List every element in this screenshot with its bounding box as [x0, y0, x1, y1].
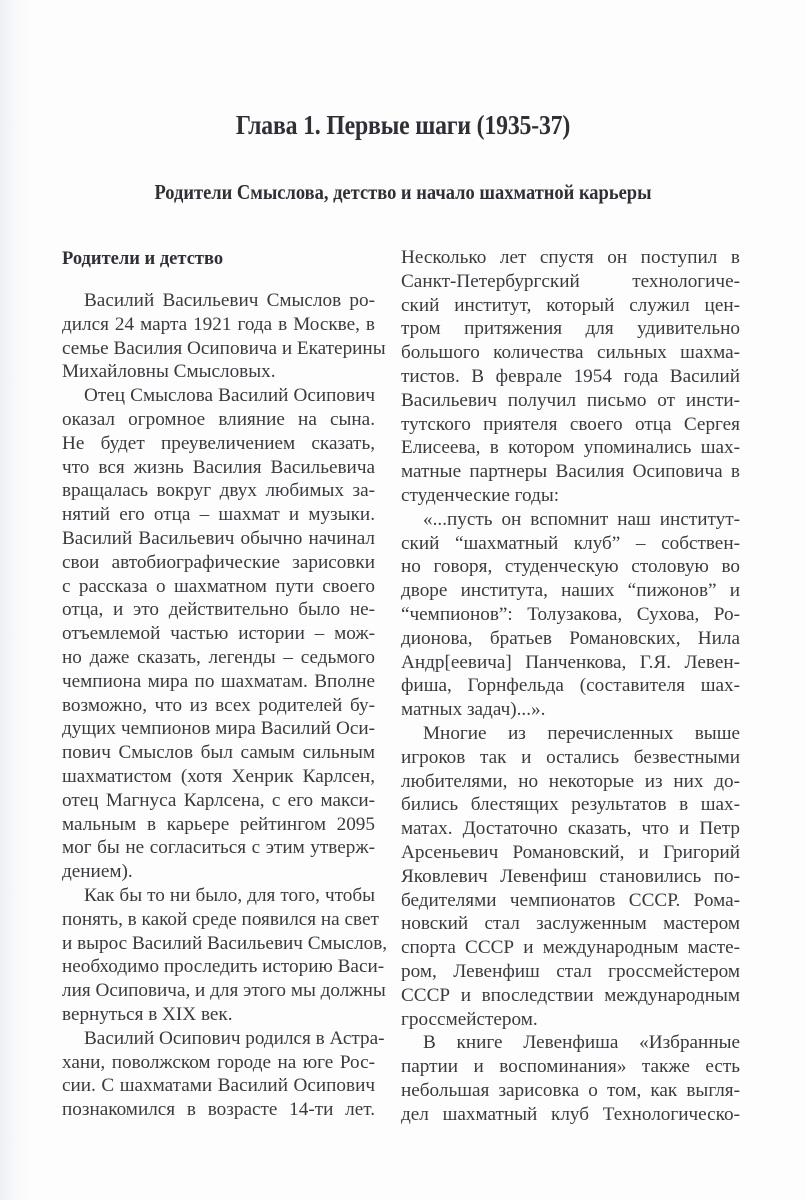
text-line: спорта СССР и международным масте-: [401, 937, 740, 959]
text-line: оказал огромное влияние на сына.: [62, 408, 375, 430]
text-line: дился 24 марта 1921 года в Москве, в: [62, 313, 375, 335]
text-line: «...пусть он вспомнит наш институт-: [423, 508, 740, 530]
text-line: мог бы не согласиться с этим утверж-: [62, 837, 375, 859]
text-line: познакомился в возрасте 14-ти лет.: [62, 1099, 375, 1121]
text-line: дущих чемпионов мира Василий Оси-: [62, 718, 375, 740]
right-column-body: [401, 246, 740, 1126]
chapter-title: Глава 1. Первые шаги (1935-37): [235, 110, 571, 140]
text-line: Несколько лет спустя он поступил в: [401, 247, 740, 268]
text-line: хани, поволжском городе на юге Рос-: [62, 1051, 375, 1073]
text-line: дворе института, наших “пижонов” и: [401, 580, 740, 602]
text-line: сии. С шахматами Василий Осипович: [62, 1075, 375, 1097]
paragraph: [62, 884, 388, 1027]
text-line: тистов. В феврале 1954 года Василий: [401, 365, 740, 387]
text-line: шахматистом (хотя Хенрик Карлсен,: [62, 765, 375, 787]
paragraph: [62, 1027, 385, 1122]
text-line: но говоря, студенческую столовую во: [401, 556, 740, 578]
text-line: дионова, братьев Романовских, Нила: [401, 627, 740, 649]
text-line: дением).: [62, 861, 133, 883]
text-line: Елисеева, в котором упоминались шах-: [401, 437, 740, 459]
text-line: Михайловны Смысловых.: [62, 361, 276, 383]
scan-edge-shadow: [0, 0, 30, 1200]
text-line: матах. Достаточно сказать, что и Петр: [401, 818, 740, 840]
text-line: лия Осиповича, и для этого мы должны: [62, 980, 386, 1002]
text-line: Не будет преувеличением сказать,: [62, 432, 375, 454]
text-line: пович Смыслов был самым сильным: [62, 742, 375, 764]
text-line: “чемпионов”: Толузакова, Сухова, Ро-: [401, 603, 740, 625]
text-line: с рассказа о шахматном пути своего: [62, 575, 375, 597]
text-line: партии и воспоминания» также есть: [401, 1056, 740, 1078]
text-line: Василий Васильевич Смыслов ро-: [84, 290, 375, 311]
text-line: возможно, что из всех родителей бу-: [62, 694, 375, 716]
left-column-body: [62, 289, 388, 1122]
text-line: нятий его отца – шахмат и музыки.: [62, 504, 375, 526]
text-line: Василий Осипович родился в Астра-: [84, 1027, 385, 1049]
section-title: Родители Смыслова, детство и начало шахматной карьеры: [154, 180, 652, 204]
text-line: СССР и впоследствии международным: [401, 984, 740, 1006]
text-line: ский “шахматный клуб” – собствен-: [401, 532, 740, 554]
paragraph: [62, 289, 386, 384]
text-line: отец Магнуса Карлсена, с его макси-: [62, 789, 375, 811]
paragraph: [401, 1031, 740, 1126]
text-line: студенческие годы:: [401, 484, 560, 506]
text-line: фиша, Горнфельда (составителя шах-: [401, 675, 740, 697]
text-line: тутского приятеля своего отца Сергея: [401, 413, 740, 435]
text-line: дел шахматный клуб Технологическо-: [401, 1103, 740, 1125]
text-line: Многие из перечисленных выше: [423, 722, 740, 744]
text-line: Как бы то ни было, для того, чтобы: [84, 884, 375, 906]
text-line: Андр[еевича] Панченкова, Г.Я. Левен-: [401, 651, 740, 673]
text-line: матных задач)...».: [401, 699, 546, 721]
paragraph: [401, 722, 740, 1031]
text-line: отъемлемой частью истории – мож-: [62, 623, 375, 645]
text-line: что вся жизнь Василия Васильевича: [62, 456, 375, 478]
text-line: свои автобиографические зарисовки: [62, 551, 375, 573]
text-line: тром притяжения для удивительно: [401, 318, 740, 340]
text-line: большого количества сильных шахма-: [401, 342, 740, 364]
text-line: небольшая зарисовка о том, как выгля-: [401, 1079, 740, 1101]
text-line: вращалась вокруг двух любимых за-: [62, 480, 375, 502]
text-line: гроссмейстером.: [401, 1008, 538, 1030]
text-line: семье Василия Осиповича и Екатерины: [62, 337, 386, 359]
left-column: [62, 248, 388, 1122]
text-line: Яковлевич Левенфиш становились по-: [401, 865, 740, 887]
text-line: вернуться в XIX век.: [62, 1003, 233, 1025]
text-line: новский стал заслуженным мастером: [401, 913, 740, 935]
text-line: бились блестящих результатов в шах-: [401, 794, 740, 816]
text-line: матные партнеры Василия Осиповича в: [401, 461, 740, 483]
text-line: Василий Васильевич обычно начинал: [62, 527, 375, 549]
text-line: В книге Левенфиша «Избранные: [423, 1032, 740, 1054]
text-line: Васильевич получил письмо от инсти-: [401, 389, 740, 411]
text-line: игроков так и остались безвестными: [401, 746, 740, 768]
text-line: ром, Левенфиш стал гроссмейстером: [401, 960, 740, 982]
text-line: и вырос Василий Васильевич Смыслов,: [62, 932, 388, 954]
subsection-heading: Родители и детство: [62, 249, 224, 269]
text-line: бедителями чемпионатов СССР. Рома-: [401, 889, 740, 911]
text-line: Санкт-Петербургский технологиче-: [401, 270, 740, 292]
text-line: необходимо проследить историю Васи-: [62, 956, 385, 978]
text-line: понять, в какой среде появился на свет: [62, 908, 379, 930]
text-line: Арсеньевич Романовский, и Григорий: [401, 841, 740, 863]
text-line: чемпиона мира по шахматам. Вполне: [62, 670, 375, 692]
text-line: любителями, но некоторые из них до-: [401, 770, 740, 792]
text-line: ский институт, который служил цен-: [401, 294, 740, 316]
paragraph: [62, 384, 375, 884]
text-line: отца, и это действительно было не-: [62, 599, 375, 621]
text-line: но даже сказать, легенды – седьмого: [62, 646, 375, 668]
text-line: Отец Смыслова Василий Осипович: [84, 385, 375, 407]
right-column: [401, 246, 740, 1126]
text-line: мальным в карьере рейтингом 2095: [62, 813, 375, 835]
paragraph: [401, 508, 740, 722]
paragraph: [401, 246, 740, 508]
